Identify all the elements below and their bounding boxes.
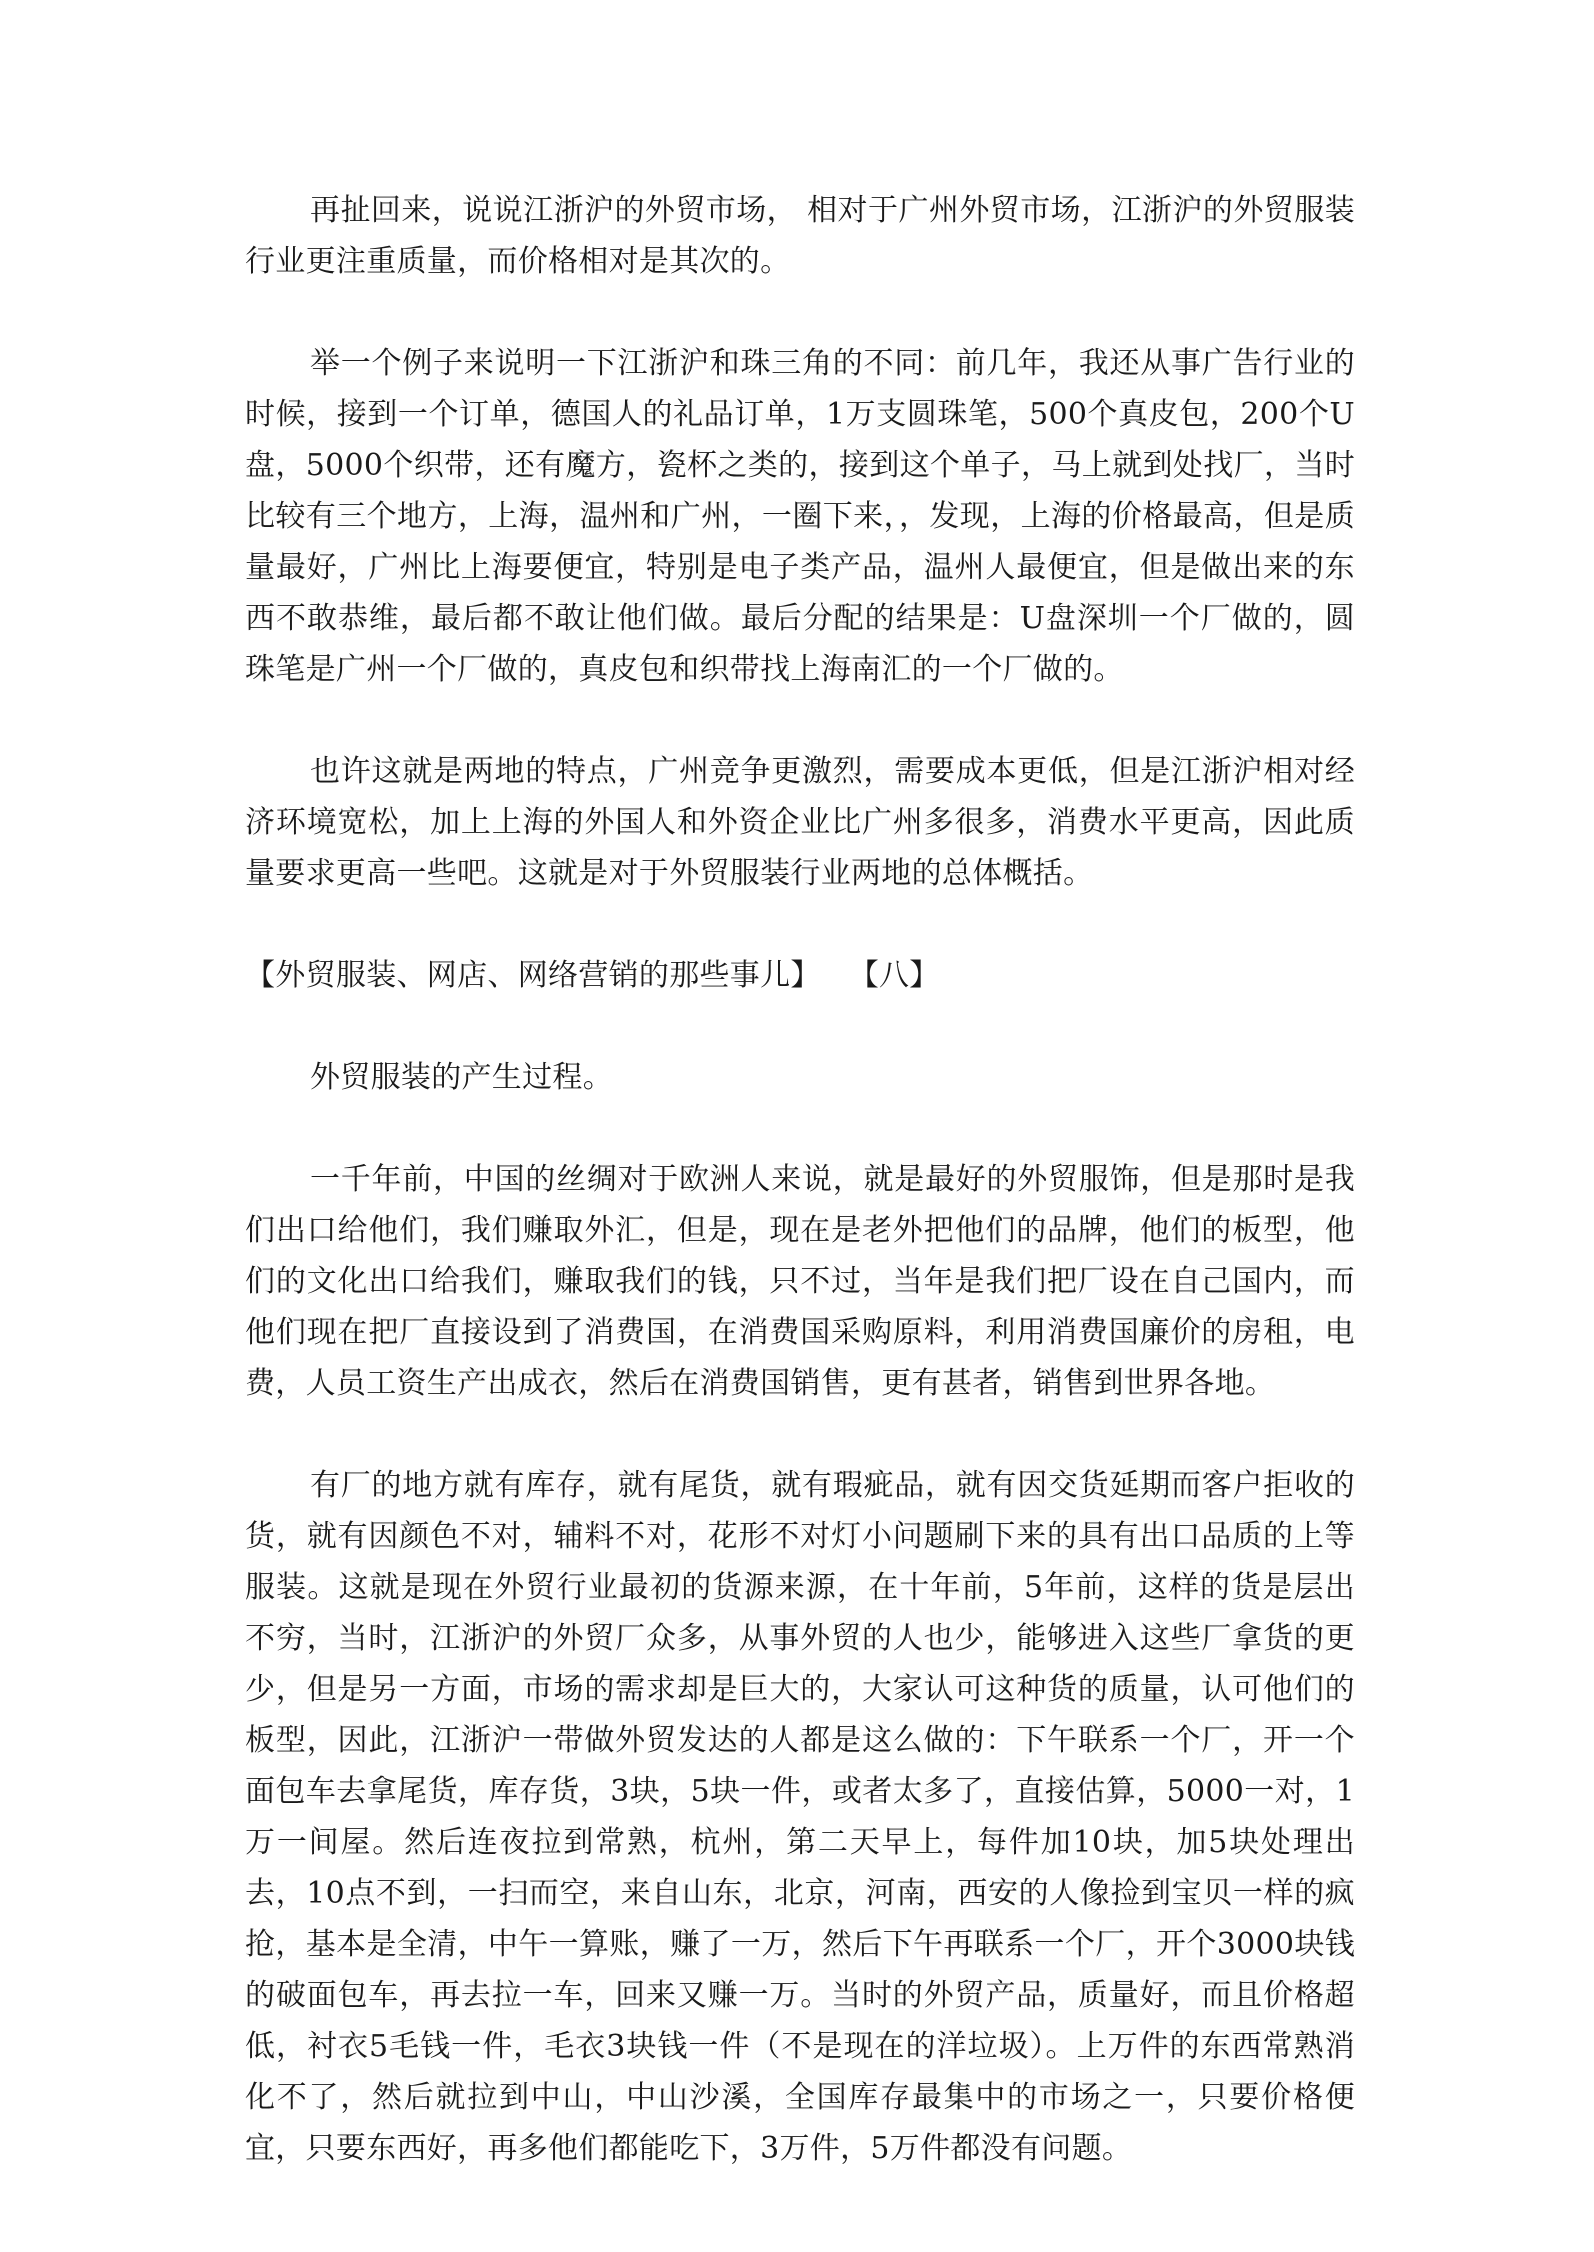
section-heading <box>245 950 1355 1001</box>
section-paragraph-3: 有厂的地方就有库存，就有尾货，就有瑕疵品，就有因交货延期而客户拒收的货，就有因颜色不对，辅料不对，花形不对灯小问题刷下来的具有出口品质的上等服装。这就是现在外贸行业最初的货源来源，在十年前，5年前，这样的货是层出不穷，当时，江浙沪的外贸厂众多，从事外贸的人也少，能够进入这些厂拿货的更少，但是另一方面，市场的需求却是巨大的，大家认可这种货的质量，认可他们的板型，因此，江浙沪一带做外贸发达的人都是这么做的：下午联系一个厂，开一个面包车去拿尾货，库存货，3块，5块一件，或者太多了，直接估算，5000一对，1万一间屋。然后连夜拉到常熟，杭州，第二天早上，每件加10块，加5块处理出去，10点不到，一扫而空，来自山东，北京，河南，西安的人像捡到宝贝一样的疯抢，基本是全清，中午一算账，赚了一万，然后下午再联系一个厂，开个3000块钱的破面包车，再去拉一车，回来又赚一万。当时的外贸产品，质量好，而且价格超低，衬衣5毛钱一件，毛衣3块钱一件（不是现在的洋垃圾）。上万件的东西常熟消化不了，然后就拉到中山，中山沙溪，全国库存最集中的市场之一，只要价格便宜，只要东西好，再多他们都能吃下，3万件，5万件都没有问题。 <box>245 1468 1355 2166</box>
document-body <box>245 185 1355 2225</box>
paragraph-2: 举一个例子来说明一下江浙沪和珠三角的不同：前几年，我还从事广告行业的时候，接到一个订单，德国人的礼品订单，1万支圆珠笔，500个真皮包，200个U盘，5000个织带，还有魔方，瓷杯之类的，接到这个单子，马上就到处找厂，当时比较有三个地方，上海，温州和广州，一圈下来，，发现，上海的价格最高，但是质量最好，广州比上海要便宜，特别是电子类产品，温州人最便宜，但是做出来的东西不敢恭维，最后都不敢让他们做。最后分配的结果是：U盘深圳一个厂做的，圆珠笔是广州一个厂做的，真皮包和织带找上海南汇的一个厂做的。 <box>245 346 1355 687</box>
section-heading-title: 【外贸服装、网店、网络营销的那些事儿】 <box>245 958 821 993</box>
section-paragraph-2: 一千年前，中国的丝绸对于欧洲人来说，就是最好的外贸服饰，但是那时是我们出口给他们，我们赚取外汇，但是，现在是老外把他们的品牌，他们的板型，他们的文化出口给我们，赚取我们的钱，只不过，当年是我们把厂设在自己国内，而他们现在把厂直接设到了消费国，在消费国采购原料，利用消费国廉价的房租，电费，人员工资生产出成衣，然后在消费国销售，更有甚者，销售到世界各地。 <box>245 1162 1355 1401</box>
paragraph-1: 再扯回来，说说江浙沪的外贸市场， 相对于广州外贸市场，江浙沪的外贸服装行业更注重质量，而价格相对是其次的。 <box>245 193 1355 279</box>
section-paragraph-1: 外贸服装的产生过程。 <box>310 1060 613 1095</box>
section-heading-number: 【八】 <box>848 958 940 993</box>
paragraph-3: 也许这就是两地的特点，广州竞争更激烈，需要成本更低，但是江浙沪相对经济环境宽松，加上上海的外国人和外资企业比广州多很多，消费水平更高，因此质量要求更高一些吧。这就是对于外贸服装行业两地的总体概括。 <box>245 754 1355 891</box>
